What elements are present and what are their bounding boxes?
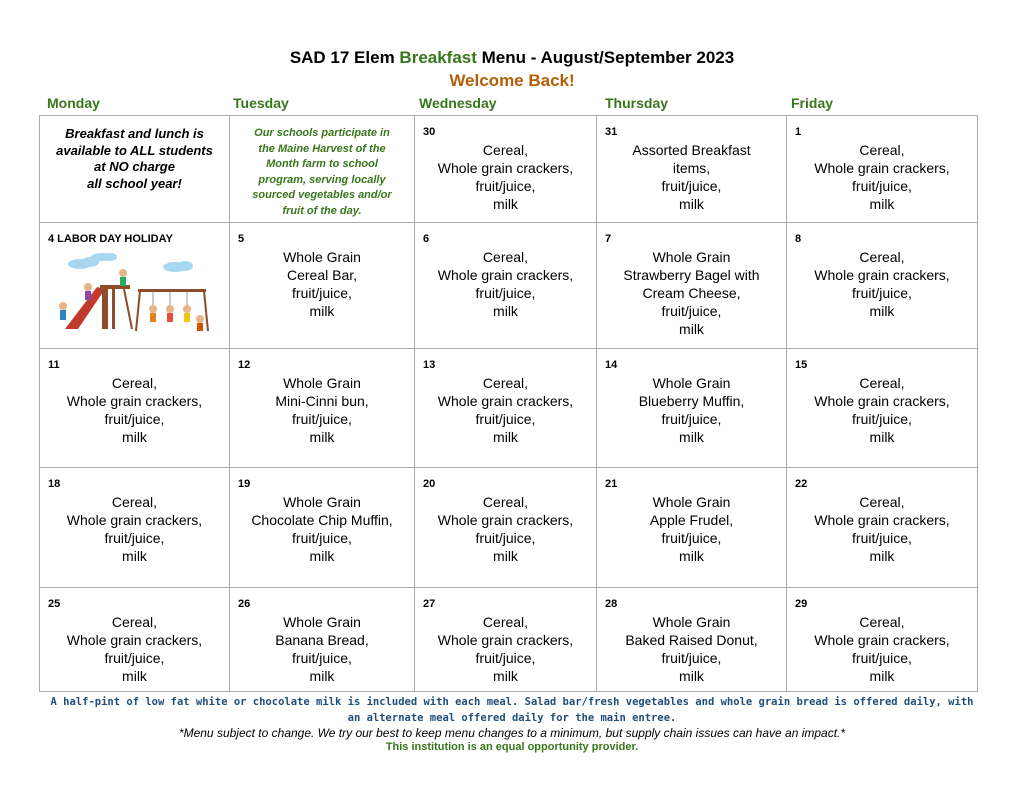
calendar-cell: [230, 588, 415, 692]
day-number: 25: [48, 598, 61, 610]
meal-text: Cereal, Whole grain crackers, fruit/juice, milk: [814, 375, 950, 445]
title-part-3: Menu - August/September 2023: [476, 48, 735, 67]
calendar-week-row: [40, 223, 978, 349]
day-number: 14: [605, 359, 618, 371]
meal-text: Cereal, Whole grain crackers, fruit/juice, milk: [814, 142, 950, 212]
day-number: 7: [605, 233, 612, 245]
meal-text: Cereal, Whole grain crackers, fruit/juice, milk: [814, 494, 950, 564]
calendar-week-row: [40, 588, 978, 692]
day-number: 20: [423, 478, 436, 490]
calendar-cell: [597, 223, 787, 349]
day-number: 21: [605, 478, 618, 490]
calendar-cell: [230, 223, 415, 349]
menu-change-disclaimer: *Menu subject to change. We try our best to keep menu changes to a minimum, but supply chain issues can have an impact.*: [178, 726, 846, 740]
day-number: 8: [795, 233, 802, 245]
calendar-cell: [415, 223, 597, 349]
menu-calendar: [39, 115, 978, 692]
calendar-cell: [40, 349, 230, 468]
meal-text: Whole Grain Baked Raised Donut, fruit/juice, milk: [625, 614, 758, 684]
calendar-cell: [415, 349, 597, 468]
slide-icon: [65, 285, 132, 329]
meal-text: Cereal, Whole grain crackers, fruit/juice, milk: [437, 494, 574, 564]
day-number: 26: [238, 598, 251, 610]
meal-text: Whole Grain Cereal Bar, fruit/juice, milk: [283, 249, 361, 319]
day-number: 1: [795, 126, 802, 138]
day-number: 15: [795, 359, 808, 371]
meal-text: Whole Grain Apple Frudel, fruit/juice, milk: [649, 494, 734, 564]
day-number: 18: [48, 478, 61, 490]
meal-text: Cereal, Whole grain crackers, fruit/juice, milk: [814, 614, 950, 684]
calendar-week-row: [40, 116, 978, 223]
day-number: 13: [423, 359, 436, 371]
day-number: 29: [795, 598, 808, 610]
calendar-cell-note: [40, 116, 230, 223]
calendar-cell: [597, 349, 787, 468]
day-number: 12: [238, 359, 251, 371]
milk-and-salad-note: A half-pint of low fat white or chocolate milk is included with each meal. Salad bar/fresh vegetables and whole grain bread is offered daily, with an alternate meal offered daily for the main entree.: [50, 696, 974, 724]
free-meals-note: Breakfast and lunch is available to ALL students at NO charge all school year!: [56, 126, 213, 191]
calendar-cell: [597, 468, 787, 588]
day-number: 28: [605, 598, 618, 610]
page-title: [0, 48, 1024, 68]
meal-text: Cereal, Whole grain crackers, fruit/juice, milk: [437, 375, 574, 445]
calendar-cell: [787, 116, 978, 223]
calendar-cell: [787, 349, 978, 468]
calendar-cell-holiday: [40, 223, 230, 349]
meal-text: Whole Grain Chocolate Chip Muffin, fruit/juice, milk: [251, 494, 393, 564]
title-part-1: SAD 17 Elem: [289, 48, 400, 67]
day-number: 5: [238, 233, 245, 245]
meal-text: Assorted Breakfast items, fruit/juice, milk: [632, 142, 751, 212]
calendar-cell: [597, 116, 787, 223]
calendar-cell: [40, 588, 230, 692]
day-number: 19: [238, 478, 251, 490]
calendar-week-row: [40, 468, 978, 588]
meal-text: Whole Grain Blueberry Muffin, fruit/juice, milk: [638, 375, 745, 445]
day-number: 27: [423, 598, 436, 610]
meal-text: Cereal, Whole grain crackers, fruit/juice, milk: [814, 249, 950, 319]
cloud-icon: [68, 253, 193, 272]
calendar-cell-note: [230, 116, 415, 223]
calendar-cell: [787, 468, 978, 588]
calendar-cell: [787, 223, 978, 349]
calendar-cell: [415, 588, 597, 692]
day-number: 22: [795, 478, 808, 490]
meal-text: Cereal, Whole grain crackers, fruit/juice, milk: [437, 249, 574, 319]
calendar-week-row: [40, 349, 978, 468]
weekday-header-row: [40, 95, 978, 115]
calendar-cell: [230, 468, 415, 588]
meal-text: Whole Grain Banana Bread, fruit/juice, milk: [275, 614, 369, 684]
labor-day-holiday-label: 4 LABOR DAY HOLIDAY: [48, 233, 173, 245]
harvest-program-note: Our schools participate in the Maine Harvest of the Month farm to school program, serving locally sourced vegetables and/or fruit of the day.: [252, 127, 392, 217]
calendar-cell: [40, 468, 230, 588]
equal-opportunity-statement: This institution is an equal opportunity provider.: [385, 741, 639, 753]
meal-text: Cereal, Whole grain crackers, fruit/juice, milk: [66, 614, 203, 684]
welcome-subtitle: Welcome Back!: [449, 71, 575, 90]
day-number: 31: [605, 126, 618, 138]
day-number: 30: [423, 126, 436, 138]
day-header-wednesday: Wednesday: [419, 95, 497, 111]
calendar-cell: [597, 588, 787, 692]
day-header-monday: Monday: [47, 95, 100, 111]
meal-text: Whole Grain Strawberry Bagel with Cream Cheese, fruit/juice, milk: [623, 249, 760, 337]
calendar-cell: [415, 116, 597, 223]
meal-text: Whole Grain Mini-Cinni bun, fruit/juice, milk: [275, 375, 369, 445]
playground-clipart: [50, 251, 220, 336]
calendar-cell: [230, 349, 415, 468]
day-header-friday: Friday: [791, 95, 834, 111]
title-breakfast-word: Breakfast: [399, 48, 477, 67]
meal-text: Cereal, Whole grain crackers, fruit/juice, milk: [66, 375, 203, 445]
day-number: 11: [48, 359, 60, 371]
calendar-cell: [415, 468, 597, 588]
meal-text: Cereal, Whole grain crackers, fruit/juice, milk: [437, 614, 574, 684]
day-number: 6: [423, 233, 430, 245]
calendar-cell: [787, 588, 978, 692]
day-header-tuesday: Tuesday: [233, 95, 289, 111]
meal-text: Cereal, Whole grain crackers, fruit/juice, milk: [437, 142, 574, 212]
meal-text: Cereal, Whole grain crackers, fruit/juice, milk: [66, 494, 203, 564]
day-header-thursday: Thursday: [605, 95, 669, 111]
